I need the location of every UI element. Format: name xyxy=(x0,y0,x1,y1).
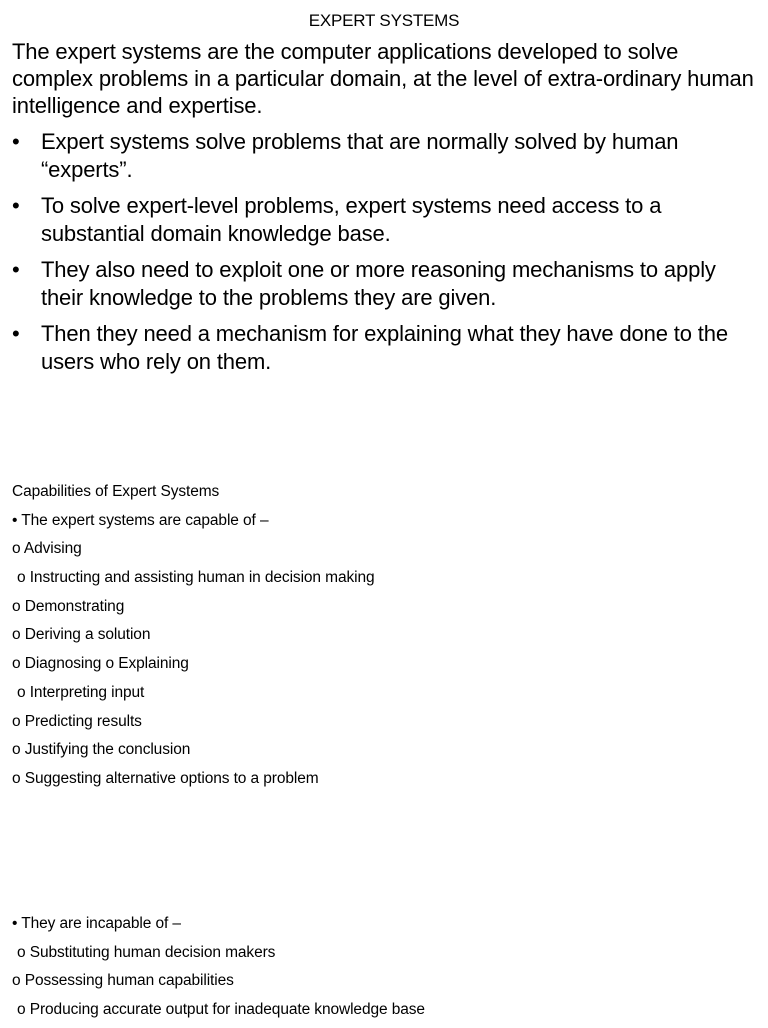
capabilities-intro: • The expert systems are capable of – xyxy=(12,511,269,529)
capability-item: o Justifying the conclusion xyxy=(12,741,191,759)
incapabilities-section xyxy=(12,913,752,1028)
intro-paragraph: The expert systems are the computer applications developed to solve complex problems in a particular domain, at the level of extra-ordinary human intelligence and expertise. xyxy=(12,39,754,118)
bullet-list xyxy=(12,128,760,375)
bullet-text: Then they need a mechanism for explaining what they have done to the users who rely on them. xyxy=(41,321,728,374)
capabilities-heading: Capabilities of Expert Systems xyxy=(12,483,220,500)
bullet-text: To solve expert-level problems, expert systems need access to a substantial domain knowledge base. xyxy=(41,193,662,246)
incapability-item: o Possessing human capabilities xyxy=(12,972,234,990)
bullet-marker: • xyxy=(12,257,20,282)
bullet-text: They also need to exploit one or more reasoning mechanisms to apply their knowledge to the problems they are given. xyxy=(41,257,716,310)
bullet-marker: • xyxy=(12,193,20,218)
capability-item: o Interpreting input xyxy=(17,683,145,701)
bullet-text: Expert systems solve problems that are normally solved by human “experts”. xyxy=(41,129,679,182)
bullet-item xyxy=(12,192,760,247)
capabilities-section xyxy=(12,481,752,797)
capability-item: o Deriving a solution xyxy=(12,626,151,644)
bullet-marker: • xyxy=(12,321,20,346)
incapability-item: o Substituting human decision makers xyxy=(17,943,276,961)
bullet-item xyxy=(12,128,760,183)
bullet-marker: • xyxy=(12,129,20,154)
capability-item: o Predicting results xyxy=(12,712,142,730)
incapability-item: o Producing accurate output for inadequate knowledge base xyxy=(17,1001,425,1019)
incapabilities-intro: • They are incapable of – xyxy=(12,915,181,932)
capability-item: o Instructing and assisting human in decision making xyxy=(17,569,375,587)
bullet-item xyxy=(12,320,760,375)
capability-item: o Advising xyxy=(12,540,82,558)
page-title: EXPERT SYSTEMS xyxy=(308,11,460,30)
capability-item: o Demonstrating xyxy=(12,597,125,615)
capability-item: o Diagnosing o Explaining xyxy=(12,655,189,673)
capability-item: o Suggesting alternative options to a problem xyxy=(12,769,319,787)
bullet-item xyxy=(12,256,760,311)
